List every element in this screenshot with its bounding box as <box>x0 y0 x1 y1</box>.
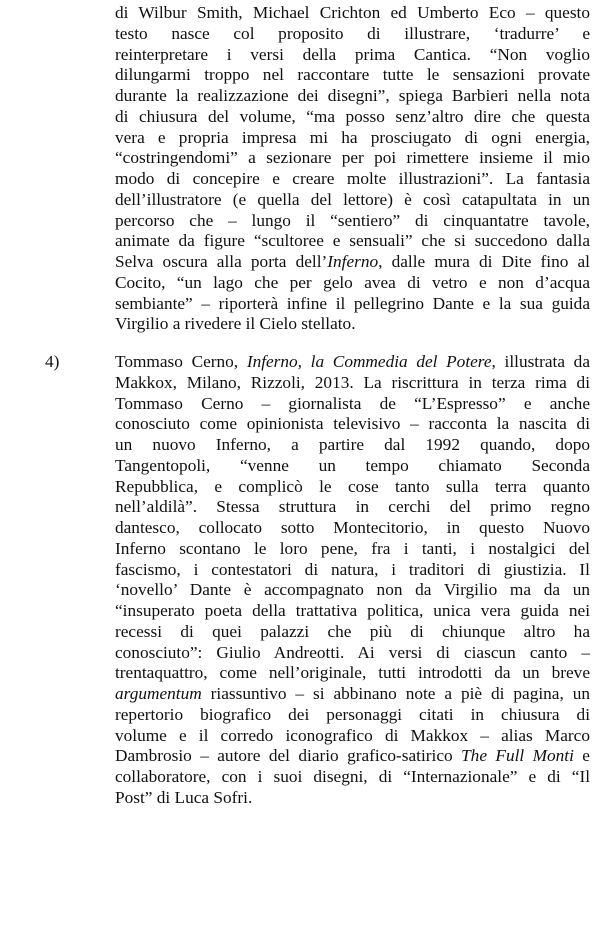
text-line <box>115 314 590 335</box>
text-segment: trentaquattro, come nell’originale, tutti introdotti da un breve <box>115 663 590 683</box>
text-line <box>115 45 590 66</box>
text-line <box>115 622 590 643</box>
text-line <box>115 148 590 169</box>
text-segment: conosciuto come opinionista televisivo – racconta la nascita di <box>115 414 590 434</box>
text-line <box>115 373 590 394</box>
text-segment: di chiusura del volume, “ma posso senz’altro dire che questa <box>115 106 590 126</box>
italic-title: Inferno, la Commedia del Potere <box>246 352 492 371</box>
text-segment: Repubblica, e complicò le cose tanto sulla terra quanto <box>115 476 590 496</box>
text-segment: durante la realizzazione dei disegni”, spiega Barbieri nella nota <box>115 86 590 105</box>
text-segment: Makkox, Milano, Rizzoli, 2013. La riscrittura in terza rima di <box>115 372 590 392</box>
italic-title: Inferno <box>327 252 379 271</box>
text-line <box>115 539 590 560</box>
text-segment: , illustrata da <box>491 352 590 371</box>
text-segment: reinterpretare i versi della prima Cantica. “Non voglio <box>115 44 590 64</box>
text-line <box>115 477 590 498</box>
text-line <box>115 169 590 190</box>
text-line <box>115 456 590 477</box>
text-segment: ‘novello’ Dante è accompagnato non da Virgilio ma da un <box>115 580 590 600</box>
text-line <box>115 746 590 767</box>
text-segment: riassuntivo – si abbinano note a piè di pagina, un <box>201 684 590 703</box>
continued-paragraph <box>115 3 590 335</box>
text-segment: dantesco, collocato sotto Montecitorio, in questo Nuovo <box>115 518 590 537</box>
text-line <box>115 580 590 601</box>
text-line <box>115 190 590 211</box>
text-line <box>115 128 590 149</box>
text-segment: testo nasce col proposito di illustrare, ‘tradurre’ e <box>115 23 590 43</box>
list-item-number: 4) <box>45 352 60 371</box>
text-segment: animate da figure “scultoree e sensuali” che si succedono dalla <box>115 231 590 251</box>
list-item-text <box>115 352 590 809</box>
text-segment: e <box>573 746 590 766</box>
text-line <box>115 788 590 809</box>
text-line <box>115 663 590 684</box>
text-segment: sembiante” – riporterà infine il pellegrino Dante e la sua guida <box>115 293 590 313</box>
text-segment: Cocito, “un lago che per gelo avea di vetro e non d’acqua <box>115 272 590 292</box>
text-line <box>115 518 590 539</box>
text-line <box>115 414 590 435</box>
text-line <box>115 726 590 747</box>
italic-title: The Full Monti <box>461 746 574 766</box>
text-line <box>115 684 590 705</box>
text-segment: volume e il corredo iconografico di Makkox – alias Marco <box>115 725 590 745</box>
text-line <box>115 107 590 128</box>
text-segment: Tangentopoli, “venne un tempo chiamato Seconda <box>115 455 590 475</box>
text-line <box>115 86 590 107</box>
text-segment: conosciuto”: Giulio Andreotti. Ai versi di ciascun canto – <box>115 642 590 662</box>
text-segment: Virgilio a rivedere il Cielo stellato. <box>115 314 356 334</box>
text-segment: “insuperato poeta della trattativa politica, unica vera guida nei <box>115 601 590 620</box>
text-segment: Post” di Luca Sofri. <box>115 787 253 807</box>
text-line <box>115 24 590 45</box>
text-line <box>115 352 590 373</box>
text-segment: fascismo, i contestatori di natura, i traditori di giustizia. Il <box>115 559 590 579</box>
text-segment: collaboratore, con i suoi disegni, di “Internazionale” e di “Il <box>115 767 590 786</box>
text-line <box>115 3 590 24</box>
text-line <box>115 273 590 294</box>
text-segment: modo di concepire e creare molte illustrazioni”. La fantasia <box>115 169 590 188</box>
text-line <box>115 497 590 518</box>
text-segment: vera e propria impresa mi ha prosciugato di ogni energia, <box>115 127 590 147</box>
text-line <box>115 643 590 664</box>
italic-title: argumentum <box>115 684 202 703</box>
text-segment: recessi di quei palazzi che più di chiunque altro ha <box>115 621 590 641</box>
text-segment: di Wilbur Smith, Michael Crichton ed Umberto Eco – questo <box>115 3 590 22</box>
text-segment: repertorio biografico dei personaggi citati in chiusura di <box>115 704 590 724</box>
text-segment: Tommaso Cerno – giornalista de “L’Espresso” e anche <box>115 393 590 413</box>
text-line <box>115 767 590 788</box>
text-segment: nell’aldilà”. Stessa struttura in cerchi del primo regno <box>115 497 590 517</box>
text-segment: , dalle mura di Dite fino al <box>378 252 590 271</box>
text-line <box>115 65 590 86</box>
text-line <box>115 231 590 252</box>
text-segment: dilungarmi troppo nel raccontare tutte le sensazioni provate <box>115 65 590 85</box>
text-segment: un nuovo Inferno, a partire dal 1992 quando, dopo <box>115 435 590 454</box>
text-line <box>115 211 590 232</box>
text-line <box>115 252 590 273</box>
text-line <box>115 435 590 456</box>
text-segment: Tommaso Cerno, <box>115 352 247 371</box>
text-line <box>115 294 590 315</box>
text-segment: Inferno scontano le loro pene, fra i tanti, i nostalgici del <box>115 538 590 558</box>
text-line <box>115 560 590 581</box>
text-line <box>115 394 590 415</box>
text-segment: percorso che – lungo il “sentiero” di cinquantatre tavole, <box>115 210 590 230</box>
text-segment: Dambrosio – autore del diario grafico-satirico <box>115 746 462 766</box>
text-segment: dell’illustratore (e quella del lettore) è così catapultata in un <box>115 189 590 209</box>
text-segment: “costringendomi” a sezionare per poi rimettere insieme il mio <box>115 148 590 168</box>
text-line <box>115 601 590 622</box>
text-segment: Selva oscura alla porta dell’ <box>115 252 328 271</box>
text-line <box>115 705 590 726</box>
